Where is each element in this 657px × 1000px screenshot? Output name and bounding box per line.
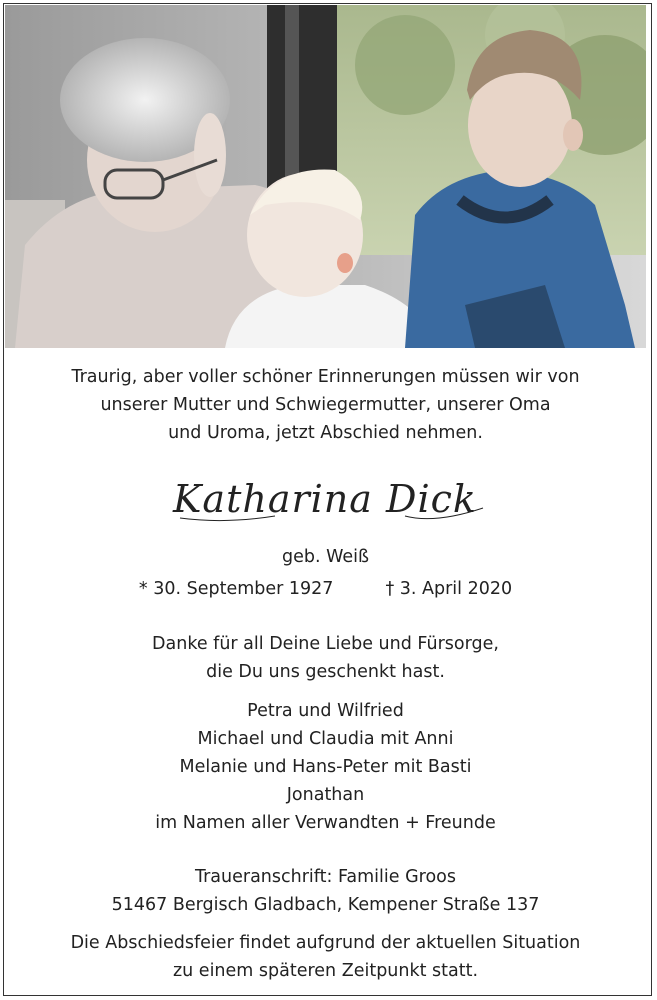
family-line: Jonathan	[286, 785, 365, 805]
family-line: Michael und Claudia mit Anni	[197, 729, 454, 749]
deceased-name: Katharina Dick	[173, 477, 477, 521]
notice-line: Die Abschiedsfeier findet aufgrund der aktuellen Situation	[70, 933, 581, 953]
thanks-text	[5, 630, 646, 686]
ceremony-notice	[5, 929, 646, 985]
address-line: 51467 Bergisch Gladbach, Kempener Straße 137	[111, 895, 540, 915]
mourning-address	[5, 863, 646, 919]
birth-name	[5, 543, 646, 571]
birth-date: * 30. September 1927	[138, 579, 334, 599]
birth-name-text: geb. Weiß	[281, 547, 370, 567]
intro-line: Traurig, aber voller schöner Erinnerungen müssen wir von	[71, 367, 580, 387]
thanks-line: Danke für all Deine Liebe und Fürsorge,	[152, 634, 499, 654]
intro-text	[5, 363, 646, 447]
intro-line: und Uroma, jetzt Abschied nehmen.	[168, 423, 483, 443]
family-line: Petra und Wilfried	[247, 701, 404, 721]
deceased-name-signature	[5, 472, 646, 530]
life-dates	[5, 575, 646, 603]
name-signature-svg	[5, 472, 646, 530]
address-line: Traueranschrift: Familie Groos	[194, 867, 456, 887]
family-photo	[5, 5, 646, 348]
family-names	[5, 697, 646, 837]
intro-line: unserer Mutter und Schwiegermutter, unserer Oma	[100, 395, 551, 415]
thanks-line: die Du uns geschenkt hast.	[206, 662, 445, 682]
death-date: † 3. April 2020	[385, 579, 513, 599]
family-line: Melanie und Hans-Peter mit Basti	[179, 757, 472, 777]
family-line: im Namen aller Verwandten + Freunde	[155, 813, 496, 833]
notice-line: zu einem späteren Zeitpunkt statt.	[172, 961, 479, 981]
